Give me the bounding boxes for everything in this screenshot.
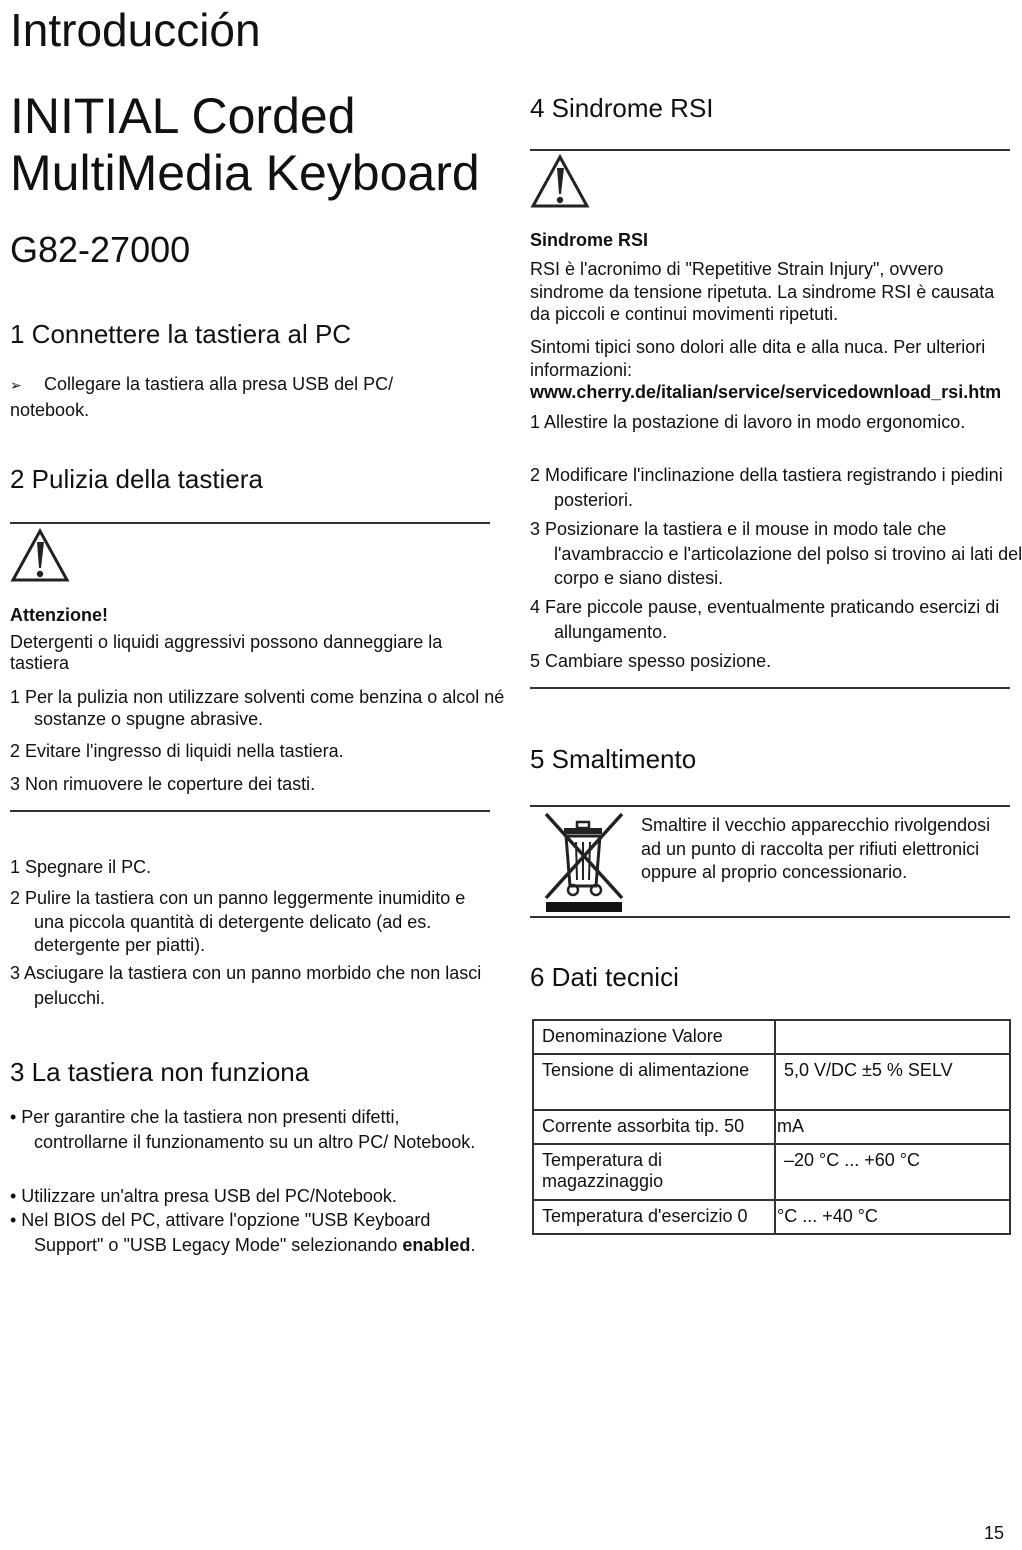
table-row (533, 1054, 1010, 1110)
list-item: 3 Non rimuovere le coperture dei tasti. (10, 774, 316, 794)
list-item: • Utilizzare un'altra presa USB del PC/Notebook. (10, 1186, 397, 1206)
enabled-keyword: enabled (402, 1234, 471, 1255)
rsi-paragraph-2 (530, 336, 1005, 404)
divider (530, 687, 1010, 689)
list-item: 2 Evitare l'ingresso di liquidi nella tastiera. (10, 741, 344, 761)
section-2-heading: 2 Pulizia della tastiera (10, 464, 263, 494)
rsi-box-title: Sindrome RSI (530, 230, 649, 250)
warning-icon (10, 528, 70, 584)
table-cell: 5,0 V/DC ±5 % SELV (775, 1054, 1010, 1110)
table-cell: °C ... +40 °C (775, 1200, 1010, 1234)
list-item: 1 Spegnare il PC. (10, 857, 152, 877)
table-cell: Corrente assorbita tip. 50 (533, 1110, 775, 1144)
table-cell: –20 °C ... +60 °C (775, 1144, 1010, 1200)
list-item (10, 1208, 484, 1257)
arrow-bullet-icon: ➢ (10, 377, 22, 393)
rsi-paragraph-1: RSI è l'acronimo di "Repetitive Strain Injury", ovvero sindrome da tensione ripetuta. La sindrome RSI è causata da piccoli e continui movimenti ripetuti. (530, 259, 995, 324)
divider (530, 916, 1010, 918)
section-3-heading: 3 La tastiera non funziona (10, 1057, 310, 1087)
list-item: 1 Allestire la postazione di lavoro in modo ergonomico. (530, 412, 966, 432)
page-number: 15 (983, 1523, 1004, 1543)
section-6-heading: 6 Dati tecnici (530, 962, 679, 992)
rsi-paragraph-2-text: Sintomi tipici sono dolori alle dita e alla nuca. Per ulteriori informazioni: (530, 337, 986, 380)
model-number: G82-27000 (10, 229, 191, 270)
crossed-bin-icon (540, 810, 630, 916)
list-item: 1 Per la pulizia non utilizzare solventi come benzina o alcol né sostanze o spugne abrasive. (10, 687, 505, 729)
list-item: 5 Cambiare spesso posizione. (530, 651, 772, 671)
table-header-row (533, 1020, 1010, 1054)
table-row (533, 1144, 1010, 1200)
rsi-info-link[interactable]: www.cherry.de/italian/service/servicedownload_rsi.htm (530, 382, 1002, 402)
section-1-heading: 1 Connettere la tastiera al PC (10, 319, 352, 349)
table-row (533, 1200, 1010, 1234)
warning-title: Attenzione! (10, 605, 108, 625)
list-item: 3 Asciugare la tastiera con un panno morbido che non lasci pelucchi. (10, 963, 482, 1008)
table-row (533, 1110, 1010, 1144)
table-cell: Temperatura di magazzinaggio (533, 1144, 775, 1200)
divider (10, 522, 490, 524)
table-cell (775, 1020, 1010, 1054)
product-title: INITIAL Corded MultiMedia Keyboard (10, 88, 480, 201)
section-1-bullet-text: Collegare la tastiera alla presa USB del PC/ notebook. (10, 374, 394, 420)
divider (530, 805, 1010, 807)
section-4-heading: 4 Sindrome RSI (530, 93, 714, 123)
tech-data-table (532, 1019, 1011, 1235)
section-5-heading: 5 Smaltimento (530, 744, 697, 774)
list-item: • Per garantire che la tastiera non presenti difetti, controllarne il funzionamento su un altro PC/ Notebook. (10, 1107, 476, 1152)
table-cell: Denominazione Valore (533, 1020, 775, 1054)
table-cell: mA (775, 1110, 1010, 1144)
list-item: 2 Modificare l'inclinazione della tastiera registrando i piedini posteriori. (530, 465, 1003, 510)
page-heading-intro: Introducción (10, 4, 261, 56)
bios-item-text: • Nel BIOS del PC, attivare l'opzione "USB Keyboard Support" o "USB Legacy Mode" selezionando (10, 1210, 431, 1255)
table-cell: Temperatura d'esercizio 0 (533, 1200, 775, 1234)
list-item: 3 Posizionare la tastiera e il mouse in modo tale che l'avambraccio e l'articolazione del polso si trovino ai lati del corpo e siano distesi. (530, 519, 1022, 588)
list-item: 4 Fare piccole pause, eventualmente praticando esercizi di allungamento. (530, 597, 1000, 642)
disposal-text: Smaltire il vecchio apparecchio rivolgendosi ad un punto di raccolta per rifiuti elettronici oppure al proprio concessionario. (641, 815, 991, 882)
divider (530, 149, 1010, 151)
list-item: 2 Pulire la tastiera con un panno leggermente inumidito e una piccola quantità di detergente delicato (ad es. detergente per piatti). (10, 888, 466, 955)
divider (10, 810, 490, 812)
warning-icon (530, 154, 590, 210)
table-cell: Tensione di alimentazione (533, 1054, 775, 1110)
warning-text: Detergenti o liquidi aggressivi possono danneggiare la tastiera (10, 632, 443, 673)
section-1-bullet (10, 372, 460, 422)
bios-item-end: . (470, 1234, 476, 1255)
